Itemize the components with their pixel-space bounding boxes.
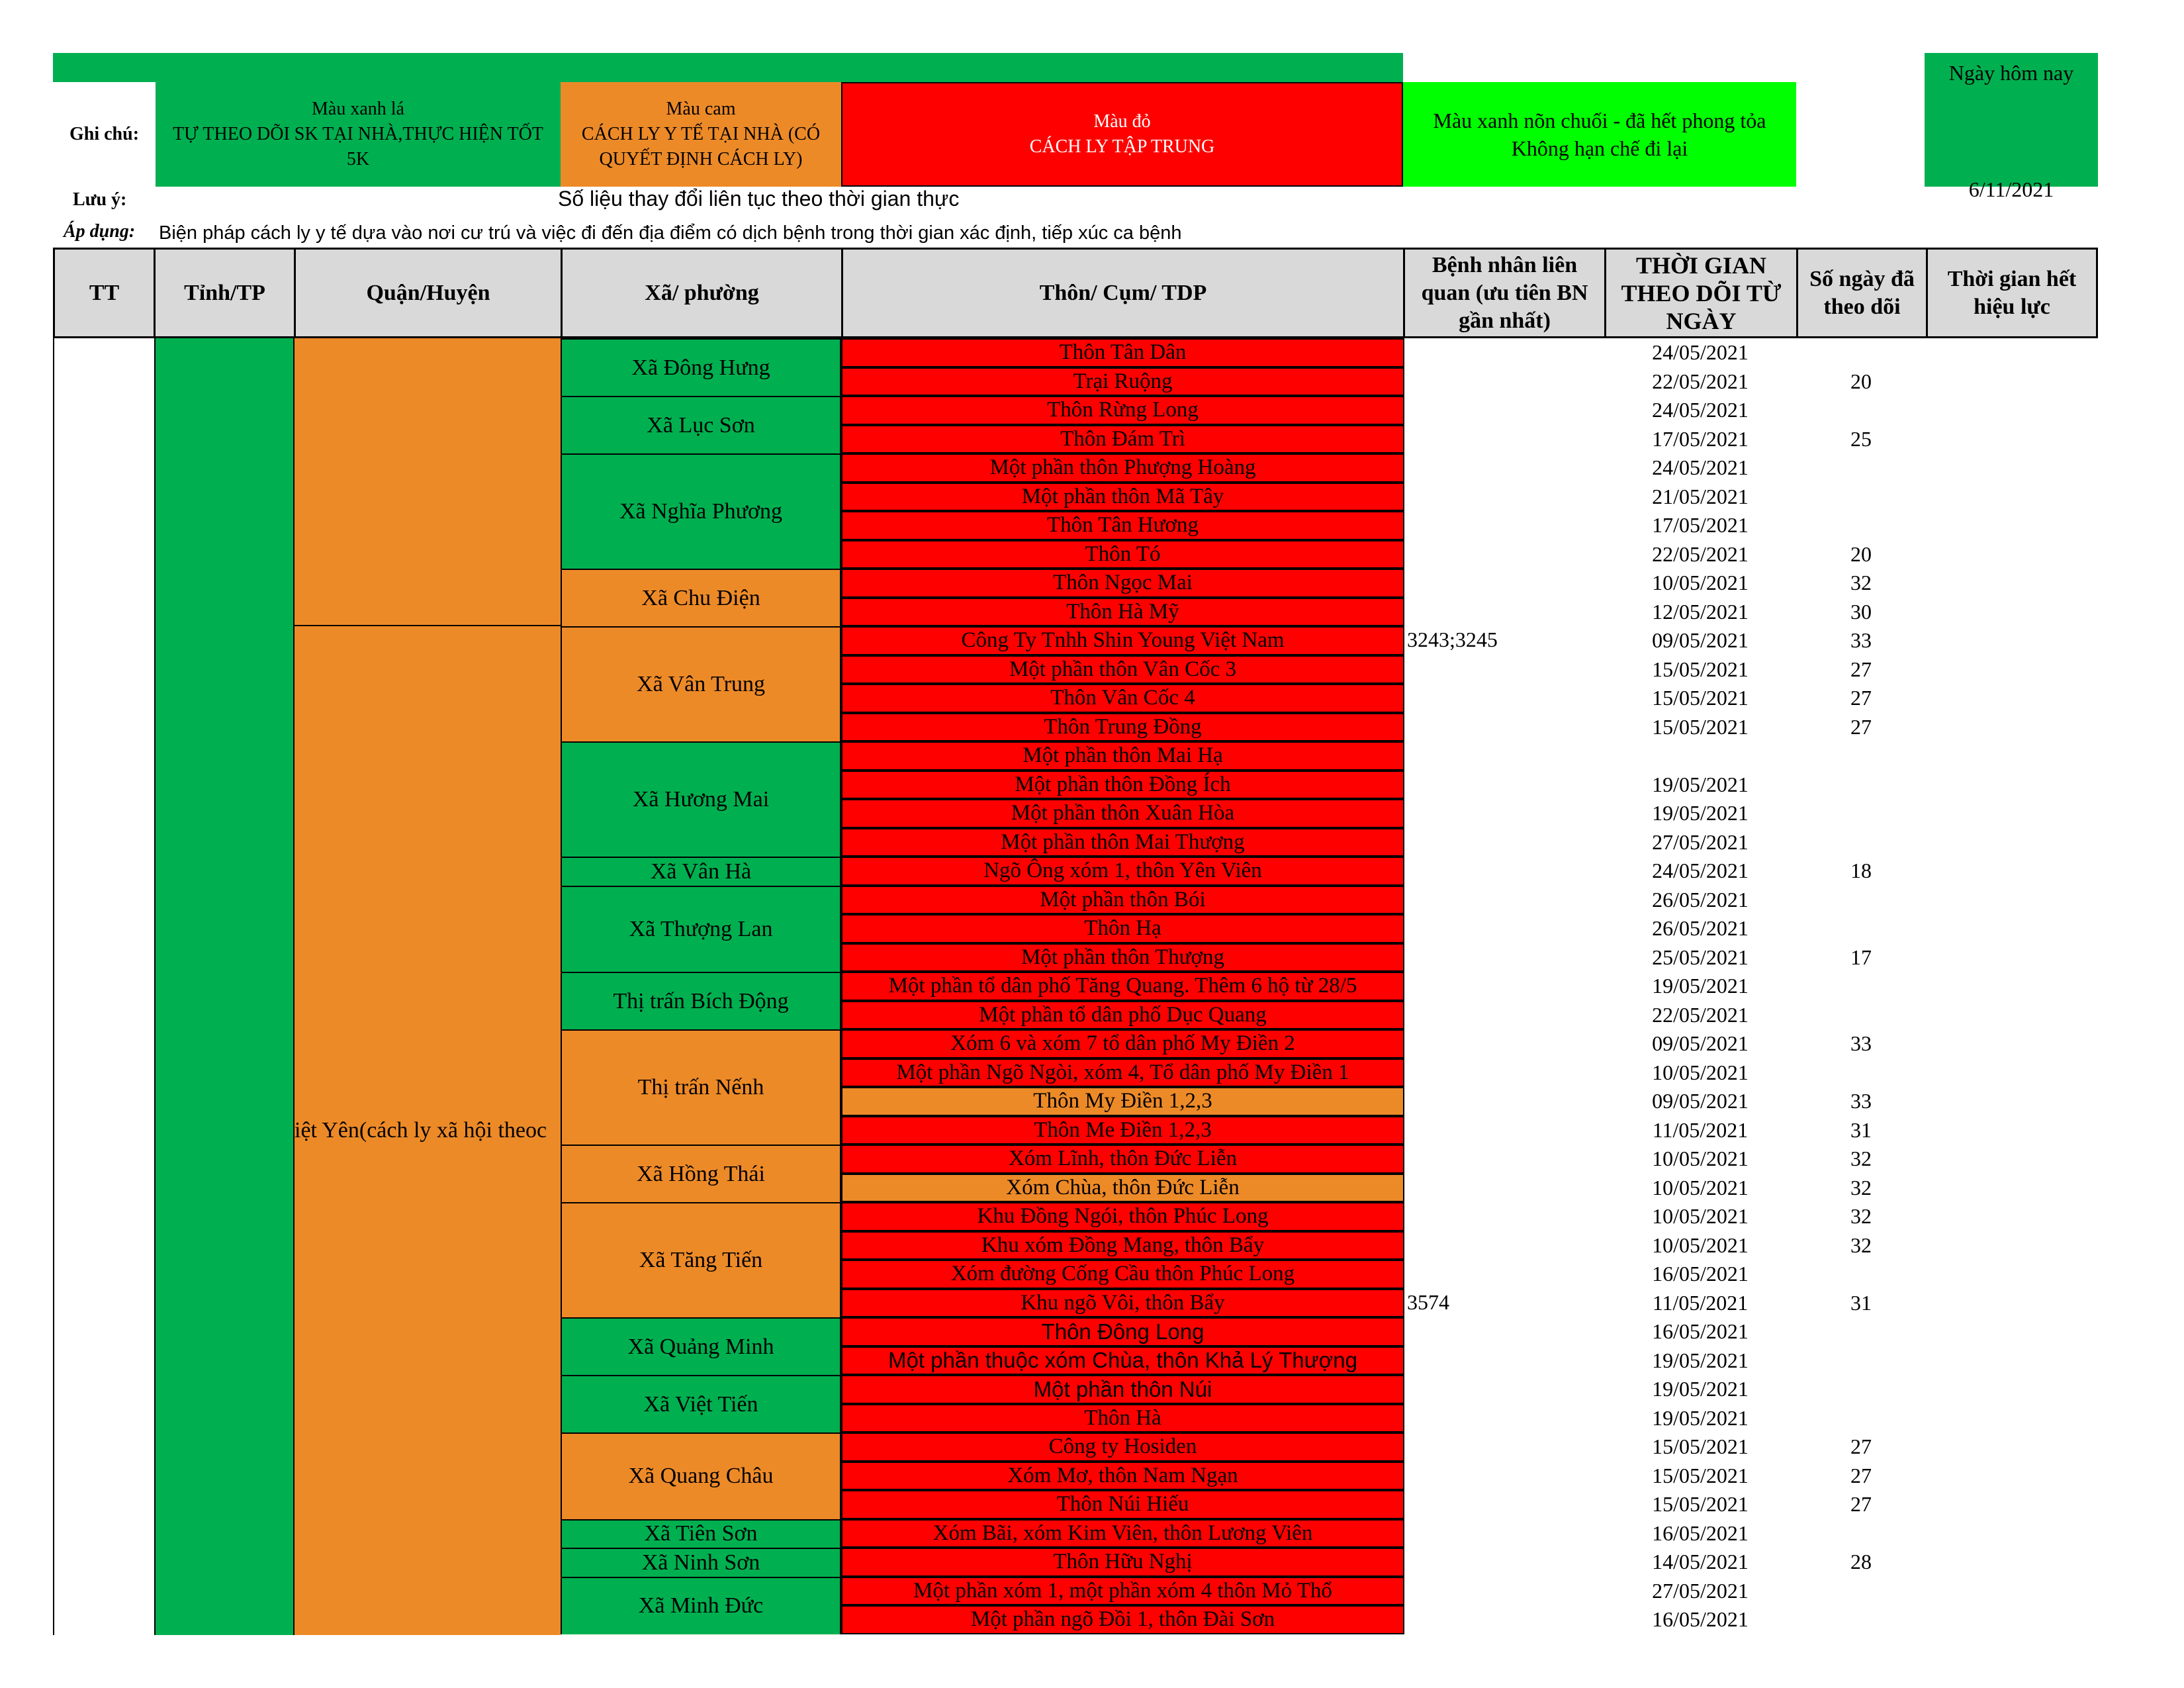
- thon-cell: Thôn Núi Hiếu: [841, 1490, 1404, 1519]
- thon-cell: Xóm Bãi, xóm Kim Viên, thôn Lương Viên: [841, 1519, 1404, 1548]
- date-cell: 09/05/2021: [1652, 1089, 1749, 1113]
- thon-cell: Thôn Trung Đồng: [841, 713, 1404, 742]
- thon-cell: Công Ty Tnhh Shin Young Việt Nam: [841, 626, 1404, 655]
- thon-cell: Một phần xóm 1, một phần xóm 4 thôn Mỏ Thổ: [841, 1577, 1404, 1606]
- thon-cell: Một phần thôn Mai Thượng: [841, 828, 1404, 857]
- thon-cell: Một phần thôn Vân Cốc 3: [841, 655, 1404, 684]
- ghi-chu-label: Ghi chú:: [69, 124, 140, 144]
- days-cell: 33: [1850, 628, 1872, 653]
- thon-cell: Thôn My Điền 1,2,3: [841, 1087, 1404, 1116]
- date-cell: 09/05/2021: [1652, 1031, 1749, 1056]
- commune-name: Xã Chu Điện: [641, 585, 760, 610]
- legend-orange-text: CÁCH LY Y TẾ TẠI NHÀ (CÓ QUYẾT ĐỊNH CÁCH LY): [581, 124, 821, 169]
- legend-red: [841, 82, 1403, 187]
- header-benh-nhan: Bệnh nhân liên quan (ưu tiên BN gần nhất): [1403, 248, 1606, 338]
- today-box: [1925, 53, 2098, 201]
- province-cell: [154, 338, 295, 1635]
- commune-cell: [561, 453, 841, 569]
- commune-name: Xã Vân Trung: [637, 672, 765, 696]
- date-cell: 26/05/2021: [1652, 916, 1749, 941]
- date-cell: 19/05/2021: [1652, 801, 1749, 825]
- thon-cell: Một phần thôn Núi: [841, 1375, 1404, 1404]
- thon-cell: Thôn Tó: [841, 540, 1404, 569]
- ap-dung-label: Áp dụng:: [64, 221, 136, 242]
- thon-cell: Trại Ruộng: [841, 367, 1404, 397]
- commune-cell: [561, 626, 841, 741]
- date-cell: 10/05/2021: [1652, 1060, 1749, 1084]
- thon-cell: Xóm Chùa, thôn Đức Liễn: [841, 1174, 1404, 1203]
- days-cell: 31: [1850, 1117, 1872, 1142]
- header-xa: Xã/ phường: [561, 248, 843, 338]
- thon-cell: Xóm Lĩnh, thôn Đức Liễn: [841, 1145, 1404, 1174]
- days-cell: 33: [1850, 1031, 1872, 1056]
- days-cell: 32: [1850, 1147, 1872, 1171]
- date-cell: 22/05/2021: [1652, 369, 1749, 393]
- date-cell: 11/05/2021: [1652, 1290, 1749, 1315]
- days-cell: [1796, 1346, 1926, 1376]
- thon-cell: Thôn Hà: [841, 1404, 1404, 1433]
- date-cell: 16/05/2021: [1652, 1607, 1749, 1632]
- date-cell: 16/05/2021: [1652, 1319, 1749, 1344]
- date-cell: 10/05/2021: [1652, 1233, 1749, 1257]
- commune-cell: [561, 1432, 841, 1519]
- date-cell: 15/05/2021: [1652, 714, 1749, 739]
- today-value: 6/11/2021: [1968, 177, 2054, 201]
- days-cell: [1796, 914, 1926, 943]
- commune-name: Xã Thượng Lan: [629, 916, 773, 941]
- commune-name: Xã Quang Châu: [628, 1464, 774, 1489]
- date-cell: 17/05/2021: [1652, 426, 1749, 451]
- commune-cell: [561, 1317, 841, 1375]
- days-cell: 27: [1850, 1492, 1872, 1517]
- date-cell: 24/05/2021: [1652, 455, 1749, 480]
- header-so-ngay: Số ngày đã theo dõi: [1796, 248, 1928, 338]
- thon-cell: Một phần thôn Mã Tây: [841, 483, 1404, 512]
- days-cell: 18: [1850, 859, 1872, 883]
- commune-name: Xã Tăng Tiến: [639, 1248, 763, 1272]
- commune-name: Xã Tiên Sơn: [644, 1521, 758, 1546]
- date-cell: 22/05/2021: [1652, 541, 1749, 566]
- days-cell: [1796, 799, 1926, 828]
- days-cell: 32: [1850, 1204, 1872, 1229]
- thon-cell: Một phần thôn Bói: [841, 886, 1404, 915]
- legend-green-title: Màu xanh lá: [312, 99, 404, 119]
- date-cell: 10/05/2021: [1652, 1147, 1749, 1171]
- date-cell: 24/05/2021: [1652, 398, 1749, 422]
- header-tt: TT: [53, 248, 156, 338]
- date-cell: 15/05/2021: [1652, 1463, 1749, 1487]
- days-cell: 32: [1850, 571, 1872, 595]
- days-cell: 31: [1850, 1290, 1872, 1315]
- date-cell: 25/05/2021: [1652, 945, 1749, 969]
- date-cell: 16/05/2021: [1652, 1521, 1749, 1545]
- patient-cell: 3574: [1407, 1289, 1449, 1314]
- thon-cell: Khu ngõ Vôi, thôn Bẩy: [841, 1289, 1404, 1318]
- days-cell: 20: [1850, 541, 1872, 566]
- days-cell: [1796, 396, 1926, 425]
- commune-cell: [561, 972, 841, 1029]
- date-cell: 24/05/2021: [1652, 859, 1749, 883]
- date-cell: 17/05/2021: [1652, 513, 1749, 538]
- days-cell: [1796, 1404, 1926, 1433]
- date-cell: 22/05/2021: [1652, 1002, 1749, 1027]
- days-cell: [1796, 771, 1926, 800]
- date-cell: 09/05/2021: [1652, 628, 1749, 653]
- legend-red-text: CÁCH LY TẬP TRUNG: [1029, 136, 1215, 157]
- days-cell: [1796, 1375, 1926, 1404]
- legend-lime-title: Màu xanh nõn chuối - đã hết phong tỏa: [1433, 109, 1766, 132]
- header-het-hieu-luc: Thời gian hết hiệu lực: [1926, 248, 2098, 338]
- thon-cell: Thôn Đông Long: [841, 1317, 1404, 1346]
- commune-cell: [561, 1029, 841, 1145]
- days-cell: 28: [1850, 1550, 1872, 1574]
- date-cell: 12/05/2021: [1652, 599, 1749, 624]
- days-cell: 27: [1850, 714, 1872, 739]
- date-cell: [1604, 741, 1796, 771]
- days-cell: 32: [1850, 1233, 1872, 1257]
- legend-green-text: TỰ THEO DÕI SK TẠI NHÀ,THỰC HIỆN TỐT 5K: [173, 124, 543, 169]
- legend-green: [156, 82, 561, 187]
- commune-name: Xã Nghĩa Phương: [619, 499, 783, 524]
- district-cell-viet-yen: [295, 626, 561, 1635]
- ap-dung-text: Biện pháp cách ly y tế dựa vào nơi cư trú và việc đi đến địa điểm có dịch bệnh trong thời gian xác định, tiếp xúc ca bệnh: [159, 222, 1182, 244]
- date-cell: 15/05/2021: [1652, 1434, 1749, 1459]
- days-cell: [1796, 1519, 1926, 1548]
- thon-cell: Công ty Hosiden: [841, 1432, 1404, 1462]
- commune-cell: [561, 1145, 841, 1202]
- luu-y-text: Số liệu thay đổi liên tục theo thời gian thực: [558, 187, 960, 211]
- legend-lime: [1403, 82, 1796, 187]
- top-green-bar: [53, 53, 1403, 82]
- days-cell: 27: [1850, 1434, 1872, 1459]
- date-cell: 16/05/2021: [1652, 1262, 1749, 1286]
- header-thoi-gian: THỜI GIAN THEO DÕI TỪ NGÀY: [1604, 248, 1798, 338]
- date-cell: 19/05/2021: [1652, 974, 1749, 998]
- days-cell: [1796, 741, 1926, 771]
- thon-cell: Khu Đồng Ngói, thôn Phúc Long: [841, 1202, 1404, 1231]
- commune-name: Xã Minh Đức: [638, 1593, 764, 1618]
- commune-name: Xã Hương Mai: [632, 787, 770, 812]
- legend-lime-text: Không hạn chế đi lại: [1511, 136, 1688, 160]
- commune-cell: [561, 1548, 841, 1577]
- thon-cell: Thôn Đám Trì: [841, 425, 1404, 454]
- days-cell: [1796, 483, 1926, 512]
- days-cell: [1796, 1605, 1926, 1634]
- days-cell: [1796, 972, 1926, 1001]
- date-cell: 19/05/2021: [1652, 772, 1749, 796]
- thon-cell: Xóm đường Cống Cầu thôn Phúc Long: [841, 1260, 1404, 1289]
- thon-cell: Một phần Ngõ Ngòi, xóm 4, Tổ dân phố My Điền 1: [841, 1058, 1404, 1088]
- commune-name: Xã Đông Hưng: [631, 355, 770, 380]
- date-cell: 15/05/2021: [1652, 1492, 1749, 1517]
- commune-name: Xã Quảng Minh: [627, 1334, 774, 1359]
- date-cell: 19/05/2021: [1652, 1405, 1749, 1430]
- days-cell: [1796, 886, 1926, 915]
- thon-cell: Thôn Ngọc Mai: [841, 569, 1404, 598]
- days-cell: 30: [1850, 599, 1872, 624]
- header-thon: Thôn/ Cụm/ TDP: [841, 248, 1405, 338]
- legend-orange: [561, 82, 841, 187]
- date-cell: 11/05/2021: [1652, 1117, 1749, 1142]
- today-label: Ngày hôm nay: [1948, 60, 2074, 85]
- thon-cell: Một phần thôn Mai Hạ: [841, 741, 1404, 771]
- days-cell: 32: [1850, 1175, 1872, 1199]
- legend-orange-title: Màu cam: [666, 99, 736, 119]
- date-cell: 10/05/2021: [1652, 571, 1749, 595]
- thon-cell: Thôn Vân Cốc 4: [841, 684, 1404, 713]
- thon-cell: Thôn Rừng Long: [841, 396, 1404, 425]
- tt-column: [53, 338, 156, 1635]
- days-cell: [1796, 1001, 1926, 1030]
- thon-cell: Một phần tổ dân phố Tăng Quang. Thêm 6 hộ từ 28/5: [841, 972, 1404, 1001]
- legend-red-title: Màu đỏ: [1093, 111, 1151, 132]
- district-viet-yen-label: iệt Yên(cách ly xã hội theoc: [295, 1118, 547, 1143]
- date-cell: 19/05/2021: [1652, 1348, 1749, 1372]
- commune-cell: [561, 338, 841, 396]
- luu-y-label: Lưu ý:: [73, 189, 127, 210]
- days-cell: 17: [1850, 945, 1872, 969]
- thon-cell: Thôn Me Điền 1,2,3: [841, 1116, 1404, 1145]
- days-cell: 27: [1850, 686, 1872, 710]
- days-cell: 27: [1850, 657, 1872, 681]
- days-cell: [1796, 453, 1926, 483]
- date-cell: 27/05/2021: [1652, 829, 1749, 854]
- date-cell: 27/05/2021: [1652, 1578, 1749, 1603]
- commune-name: Xã Vân Hà: [650, 859, 752, 884]
- thon-cell: Xóm Mơ, thôn Nam Ngạn: [841, 1462, 1404, 1491]
- days-cell: 25: [1850, 426, 1872, 451]
- days-cell: [1796, 1317, 1926, 1346]
- header-tinh: Tỉnh/TP: [154, 248, 296, 338]
- commune-name: Xã Việt Tiến: [643, 1391, 758, 1417]
- days-cell: [1796, 828, 1926, 857]
- thon-cell: Thôn Hữu Nghị: [841, 1548, 1404, 1577]
- date-cell: 24/05/2021: [1652, 340, 1749, 365]
- date-cell: 26/05/2021: [1652, 887, 1749, 912]
- commune-cell: [561, 886, 841, 972]
- days-cell: [1796, 338, 1926, 367]
- commune-cell: [561, 569, 841, 626]
- commune-cell: [561, 1577, 841, 1634]
- days-cell: 27: [1850, 1463, 1872, 1487]
- thon-cell: Ngõ Ông xóm 1, thôn Yên Viên: [841, 857, 1404, 886]
- date-cell: 14/05/2021: [1652, 1550, 1749, 1574]
- days-cell: 20: [1850, 369, 1872, 393]
- thon-cell: Thôn Hà Mỹ: [841, 598, 1404, 627]
- patient-cell: 3243;3245: [1407, 628, 1498, 651]
- commune-cell: [561, 1202, 841, 1317]
- date-cell: 15/05/2021: [1652, 686, 1749, 710]
- thon-cell: Xóm 6 và xóm 7 tổ dân phố My Điền 2: [841, 1029, 1404, 1058]
- commune-cell: [561, 1519, 841, 1548]
- commune-cell: [561, 741, 841, 857]
- thon-cell: Thôn Hạ: [841, 914, 1404, 943]
- thon-cell: Một phần thôn Phượng Hoàng: [841, 453, 1404, 483]
- days-cell: [1796, 1058, 1926, 1088]
- days-cell: [1796, 1260, 1926, 1289]
- thon-cell: Khu xóm Đồng Mang, thôn Bẩy: [841, 1231, 1404, 1260]
- commune-name: Xã Ninh Sơn: [641, 1550, 760, 1575]
- commune-name: Xã Lục Sơn: [647, 412, 755, 438]
- commune-cell: [561, 396, 841, 453]
- date-cell: 19/05/2021: [1652, 1377, 1749, 1401]
- days-cell: [1796, 511, 1926, 540]
- thon-cell: Một phần thuộc xóm Chùa, thôn Khả Lý Thượng: [841, 1346, 1404, 1376]
- header-quan: Quận/Huyện: [294, 248, 563, 338]
- commune-name: Thị trấn Bích Động: [613, 988, 789, 1013]
- days-cell: 33: [1850, 1089, 1872, 1113]
- commune-cell: [561, 1375, 841, 1432]
- thon-cell: Một phần ngõ Đồi 1, thôn Đài Sơn: [841, 1605, 1404, 1634]
- thon-cell: Một phần thôn Xuân Hòa: [841, 799, 1404, 828]
- commune-name: Xã Hồng Thái: [637, 1161, 765, 1186]
- date-cell: 15/05/2021: [1652, 657, 1749, 681]
- thon-cell: Thôn Tân Hương: [841, 511, 1404, 540]
- commune-name: Thị trấn Nếnh: [637, 1075, 764, 1100]
- thon-cell: Một phần tổ dân phố Dục Quang: [841, 1001, 1404, 1030]
- date-cell: 21/05/2021: [1652, 484, 1749, 508]
- commune-cell: [561, 857, 841, 886]
- date-cell: 10/05/2021: [1652, 1204, 1749, 1229]
- thon-cell: Một phần thôn Đồng Ích: [841, 771, 1404, 800]
- thon-cell: Thôn Tân Dân: [841, 338, 1404, 367]
- days-cell: [1796, 1577, 1926, 1606]
- thon-cell: Một phần thôn Thượng: [841, 943, 1404, 972]
- date-cell: 10/05/2021: [1652, 1175, 1749, 1199]
- district-cell-upper: [295, 338, 561, 626]
